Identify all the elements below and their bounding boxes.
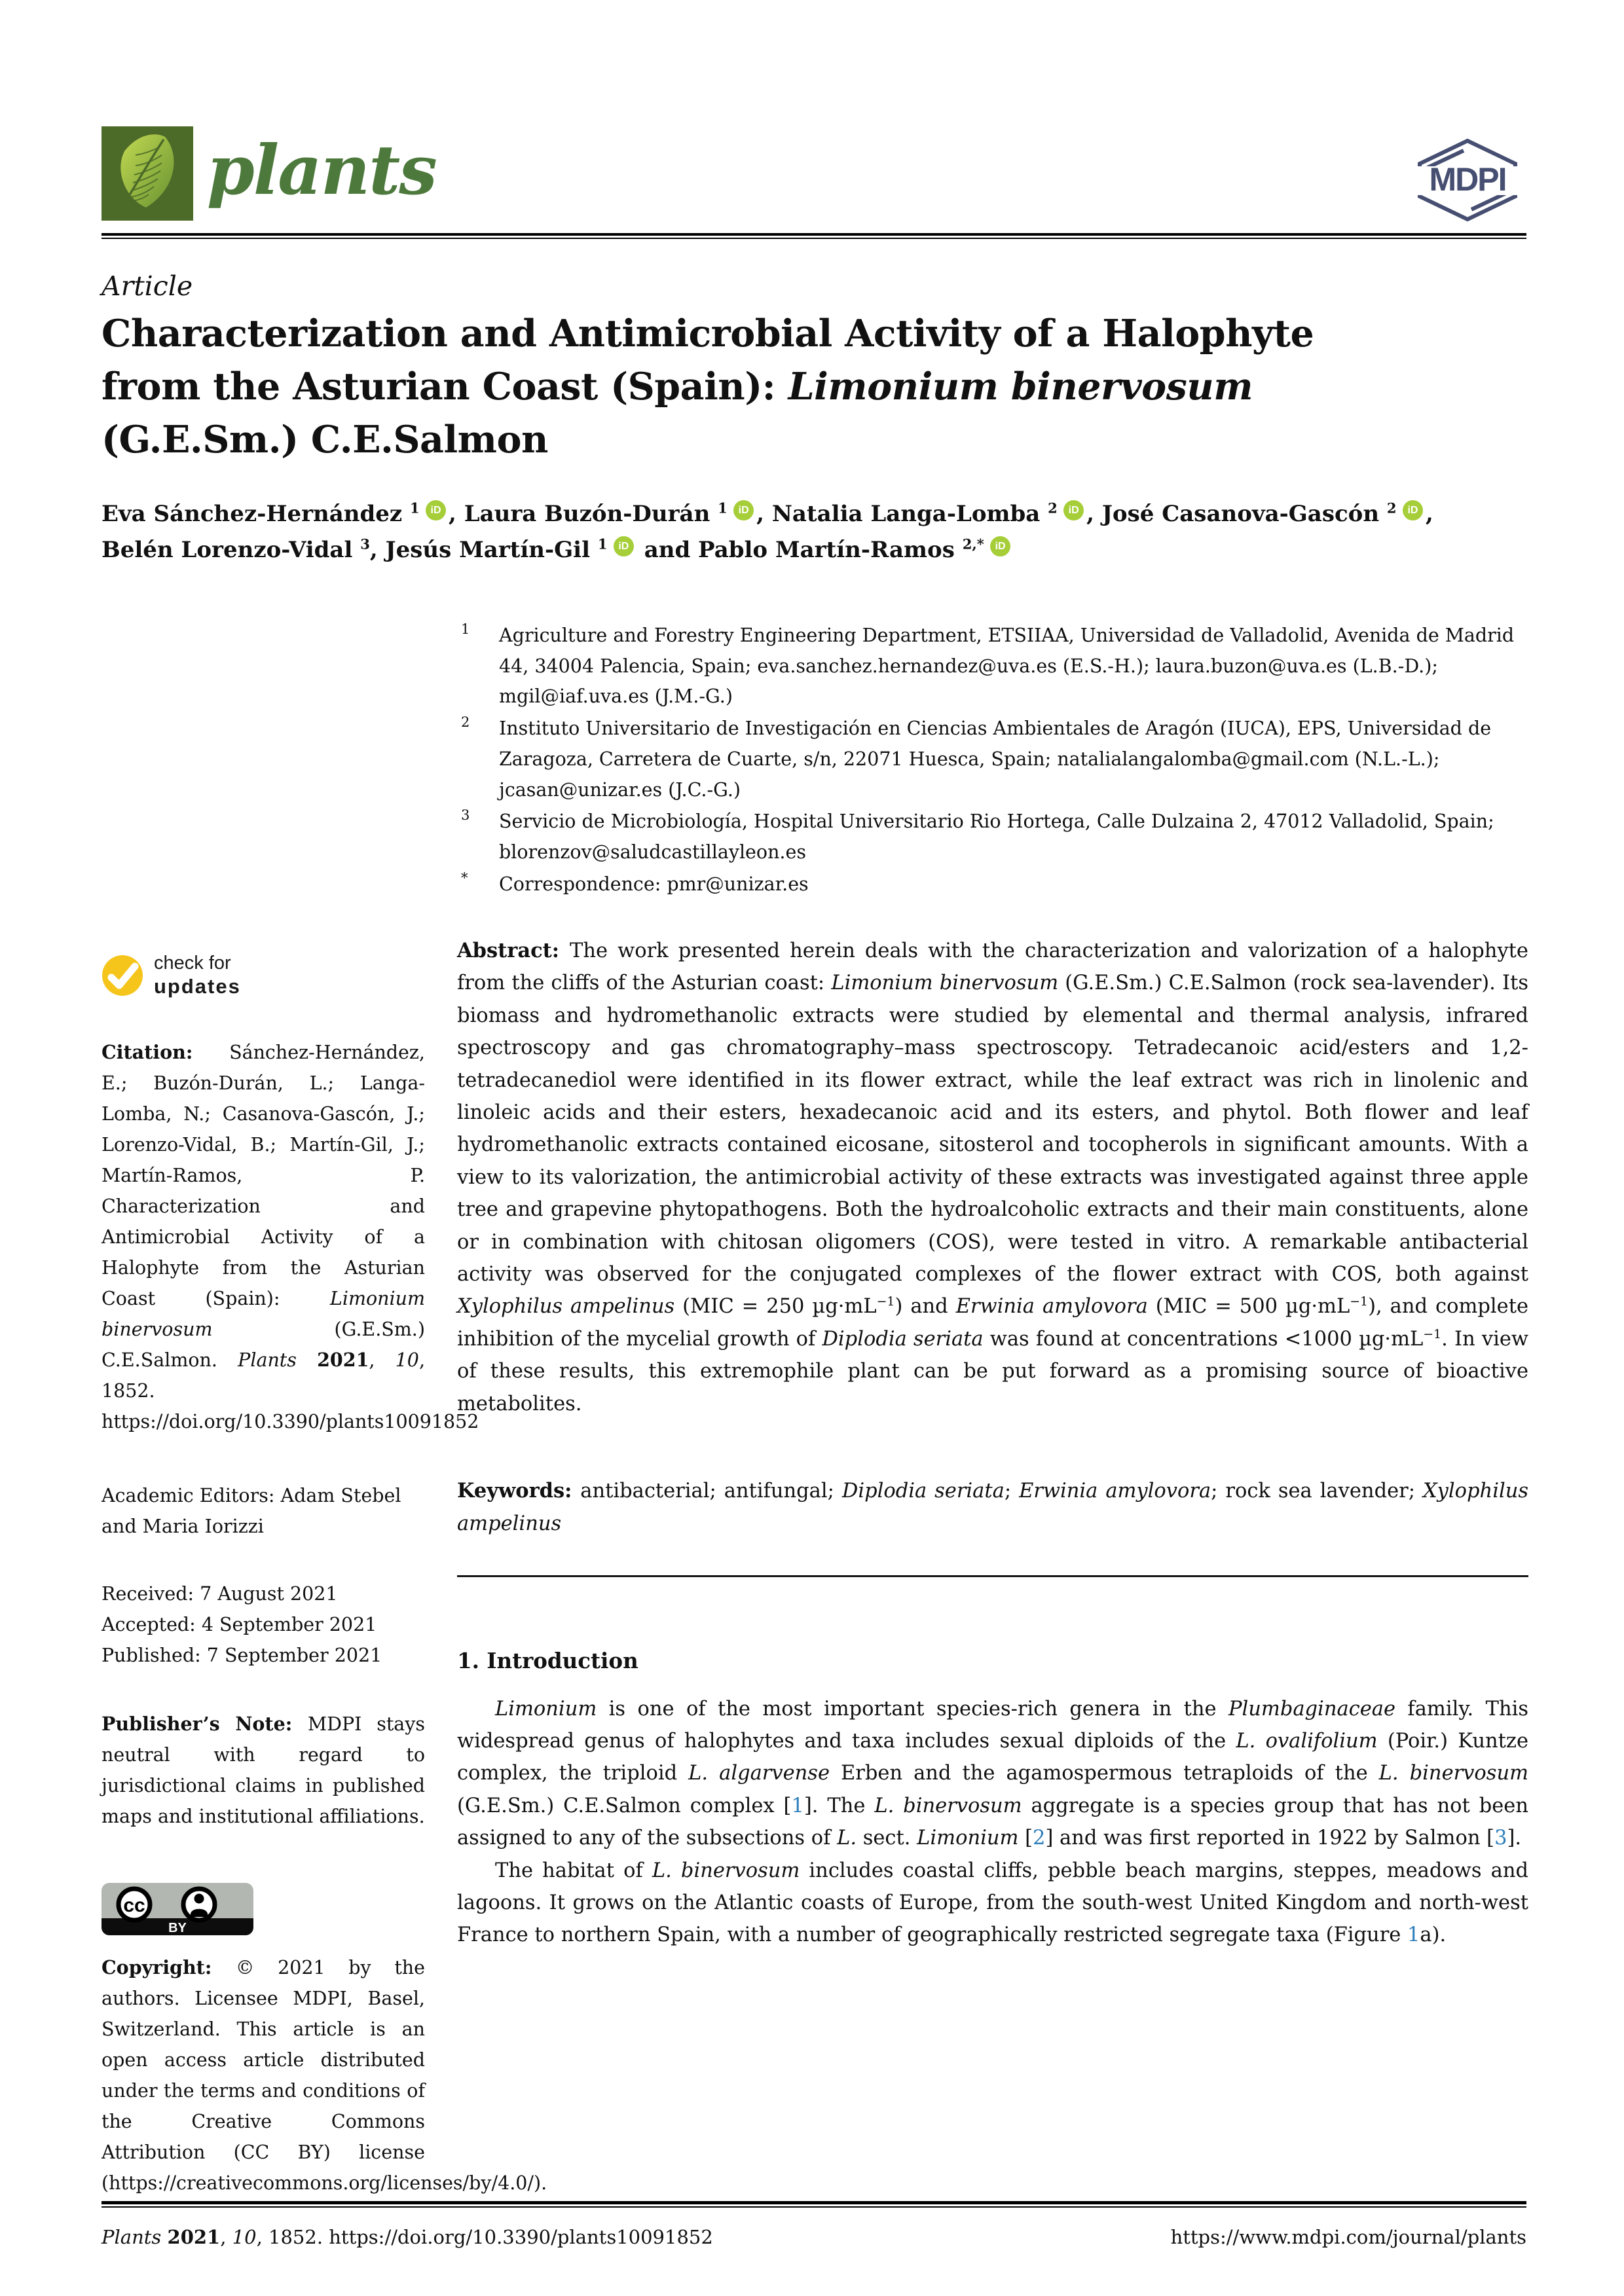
section-heading-introduction: 1. Introduction xyxy=(457,1647,638,1673)
affiliation-marker: 3 xyxy=(461,807,470,824)
mdpi-logo xyxy=(1408,137,1527,223)
affiliation-text: Instituto Universitario de Investigación en Ciencias Ambientales de Aragón (IUCA), EPS, Universidad de Zaragoza, Carretera de Cuarte, s/n, 22071 Huesca, Spain; natalialangalomba@gmail.com (N.L.-L.); jcasan@unizar.es (J.C.-G.) xyxy=(499,718,1492,801)
paper-title: Characterization and Antimicrobial Activity of a Halophyte from the Asturian Coast (Spain): Limonium binervosum (G.E.Sm.) C.E.Salmon xyxy=(101,312,1314,462)
check-for-label: check for xyxy=(154,953,231,974)
reference-link[interactable]: 1 xyxy=(791,1794,804,1817)
reference-link[interactable]: 2 xyxy=(1033,1827,1046,1850)
reference-link[interactable]: 1 xyxy=(1407,1923,1420,1947)
reference-link[interactable]: 3 xyxy=(1494,1827,1507,1850)
copyright-block: Copyright: © 2021 by the authors. Licensee MDPI, Basel, Switzerland. This article is an open access article distributed under the terms and conditions of the Creative Commons Attribution (CC BY) license (https://creativecommons.org/licenses/by/4.0/). xyxy=(101,1956,547,2195)
correspondence-line xyxy=(457,869,1532,900)
footer-journal-url[interactable]: https://www.mdpi.com/journal/plants xyxy=(1170,2226,1526,2248)
affiliation-item xyxy=(457,807,1532,867)
sidebar xyxy=(101,951,547,2198)
affiliation-item xyxy=(457,714,1532,805)
main-column xyxy=(457,935,1528,1952)
orcid-icon[interactable]: iD xyxy=(614,536,634,556)
correspondence-text: Correspondence: pmr@unizar.es xyxy=(499,873,809,895)
article-type-label: Article xyxy=(101,270,193,302)
leaf-icon xyxy=(101,126,193,221)
journal-name: plants xyxy=(207,130,436,210)
check-icon xyxy=(101,955,143,996)
intro-paragraph-2: The habitat of L. binervosum includes coastal cliffs, pebble beach margins, steppes, meadows and lagoons. It grows on the Atlantic coasts of Europe, from the south-west United Kingdom and north-west France to northern Spain, with a number of geographically restricted segregate taxa (Figure 1a). xyxy=(457,1859,1528,1947)
check-for-updates-label xyxy=(154,953,241,998)
academic-editors: Academic Editors: Adam Stebel and Maria Iorizzi xyxy=(101,1485,401,1538)
orcid-icon[interactable]: iD xyxy=(426,500,446,520)
article-dates xyxy=(101,1578,425,1671)
affiliation-marker: 2 xyxy=(461,714,470,731)
orcid-icon[interactable]: iD xyxy=(1403,500,1423,520)
affiliation-text: Servicio de Microbiología, Hospital Universitario Rio Hortega, Calle Dulzaina 2, 47012 Valladolid, Spain; blorenzov@saludcastillayleon.es xyxy=(499,811,1494,864)
publishers-note: Publisher’s Note: MDPI stays neutral with regard to jurisdictional claims in published maps and institutional affiliations. xyxy=(101,1713,425,1828)
check-for-updates-badge[interactable] xyxy=(101,951,425,1000)
intro-paragraph-1: Limonium is one of the most important species-rich genera in the Plumbaginaceae family. This widespread genus of halophytes and taxa includes sexual diploids of the L. ovalifolium (Poir.) Kuntze complex, the triploid L. algarvense Erben and the agamospermous tetraploids of the L. binervosum (G.E.Sm.) C.E.Salmon complex [1]. The L. binervosum aggregate is a species group that has not been assigned to any of the subsections of L. sect. Limonium [2] and was first reported in 1922 by Salmon [3]. xyxy=(457,1697,1529,1850)
mdpi-logo-text: MDPI xyxy=(1429,161,1506,198)
keywords-divider xyxy=(457,1575,1528,1577)
by-label: BY xyxy=(168,1921,187,1936)
accepted-date: Accepted: 4 September 2021 xyxy=(101,1614,377,1636)
header-rule xyxy=(101,233,1526,239)
affiliation-item xyxy=(457,621,1532,712)
affiliations-block xyxy=(457,621,1532,902)
published-date: Published: 7 September 2021 xyxy=(101,1645,382,1667)
affiliation-text: Agriculture and Forestry Engineering Department, ETSIIAA, Universidad de Valladolid, Avenida de Madrid 44, 34004 Palencia, Spain; eva.sanchez.hernandez@uva.es (E.S.-H.); laura.buzon@uva.es (L.B.-D.); mgil@iaf.uva.es (J.M.-G.) xyxy=(499,625,1515,708)
footer xyxy=(101,2226,1526,2248)
orcid-icon[interactable]: iD xyxy=(990,536,1010,556)
orcid-icon[interactable]: iD xyxy=(733,500,754,520)
cc-icon-text: cc xyxy=(123,1895,145,1917)
footer-rule xyxy=(101,2201,1526,2208)
footer-citation: Plants 2021, 10, 1852. https://doi.org/10.3390/plants10091852 xyxy=(101,2226,713,2248)
orcid-icon[interactable]: iD xyxy=(1063,500,1084,520)
abstract: Abstract: The work presented herein deals with the characterization and valorization of a halophyte from the cliffs of the Asturian coast: Limonium binervosum (G.E.Sm.) C.E.Salmon (rock sea-lavender). Its biomass and hydromethanolic extracts were studied by elemental and thermal analysis, infrared spectroscopy and gas chromatography–mass spectroscopy. Tetradecanoic acid/esters and 1,2-tetradecanediol were identified in its flower extract, while the leaf extract was rich in linolenic and linoleic acids and their esters, hexadecanoic acid and its esters, and phytol. Both flower and leaf hydromethanolic extracts contained eicosane, sitosterol and tocopherols in significant amounts. With a view to its valorization, the antimicrobial activity of these extracts was investigated against three apple tree and grapevine phytopathogens. Both the hydroalcoholic extracts and their main constituents, alone or in combination with chitosan oligomers (COS), were tested in vitro. A remarkable antibacterial activity was observed for the conjugated complexes of the flower extract with COS, both against Xylophilus ampelinus (MIC = 250 $\mu g\cdot mL^{-1}$) and Erwinia amylovora (MIC = 500 $\mu g\cdot mL^{-1}$), and complete inhibition of the mycelial growth of Diplodia seriata was found at concentrations <1000 $\mu g\cdot mL^{-1}$. In view of these results, this extremophile plant can be put forward as a promising source of bioactive metabolites. xyxy=(457,939,1529,1415)
correspondence-marker: * xyxy=(461,869,468,886)
received-date: Received: 7 August 2021 xyxy=(101,1583,338,1605)
citation-block: Citation: Sánchez-Hernández, E.; Buzón-Durán, L.; Langa-Lomba, N.; Casanova-Gascón, J.; Lorenzo-Vidal, B.; Martín-Gil, J.; Martín-Ramos, P. Characterization and Antimicrobial Activity of a Halophyte from the Asturian Coast (Spain): Limonium binervosum (G.E.Sm.) C.E.Salmon. Plants 2021, 10, 1852. https://doi.org/10.3390/plants10091852 xyxy=(101,1041,479,1433)
affiliation-marker: 1 xyxy=(461,621,470,637)
keywords: Keywords: antibacterial; antifungal; Diplodia seriata; Erwinia amylovora; rock sea lavender; Xylophilus ampelinus xyxy=(457,1479,1529,1535)
plants-journal-logo xyxy=(101,126,193,221)
cc-by-license-badge[interactable] xyxy=(101,1883,253,1935)
updates-label: updates xyxy=(154,974,241,998)
author-list: Eva Sánchez-Hernández $^1$ iD , Laura Buzón-Durán $^1$ iD , Natalia Langa-Lomba $^2$ iD , José Casanova-Gascón $^2$ iD , Belén Lorenzo-Vidal $^3$, Jesús Martín-Gil $^1$ iD and Pablo Martín-Ramos $^{2,*}$ iD xyxy=(101,500,1433,564)
